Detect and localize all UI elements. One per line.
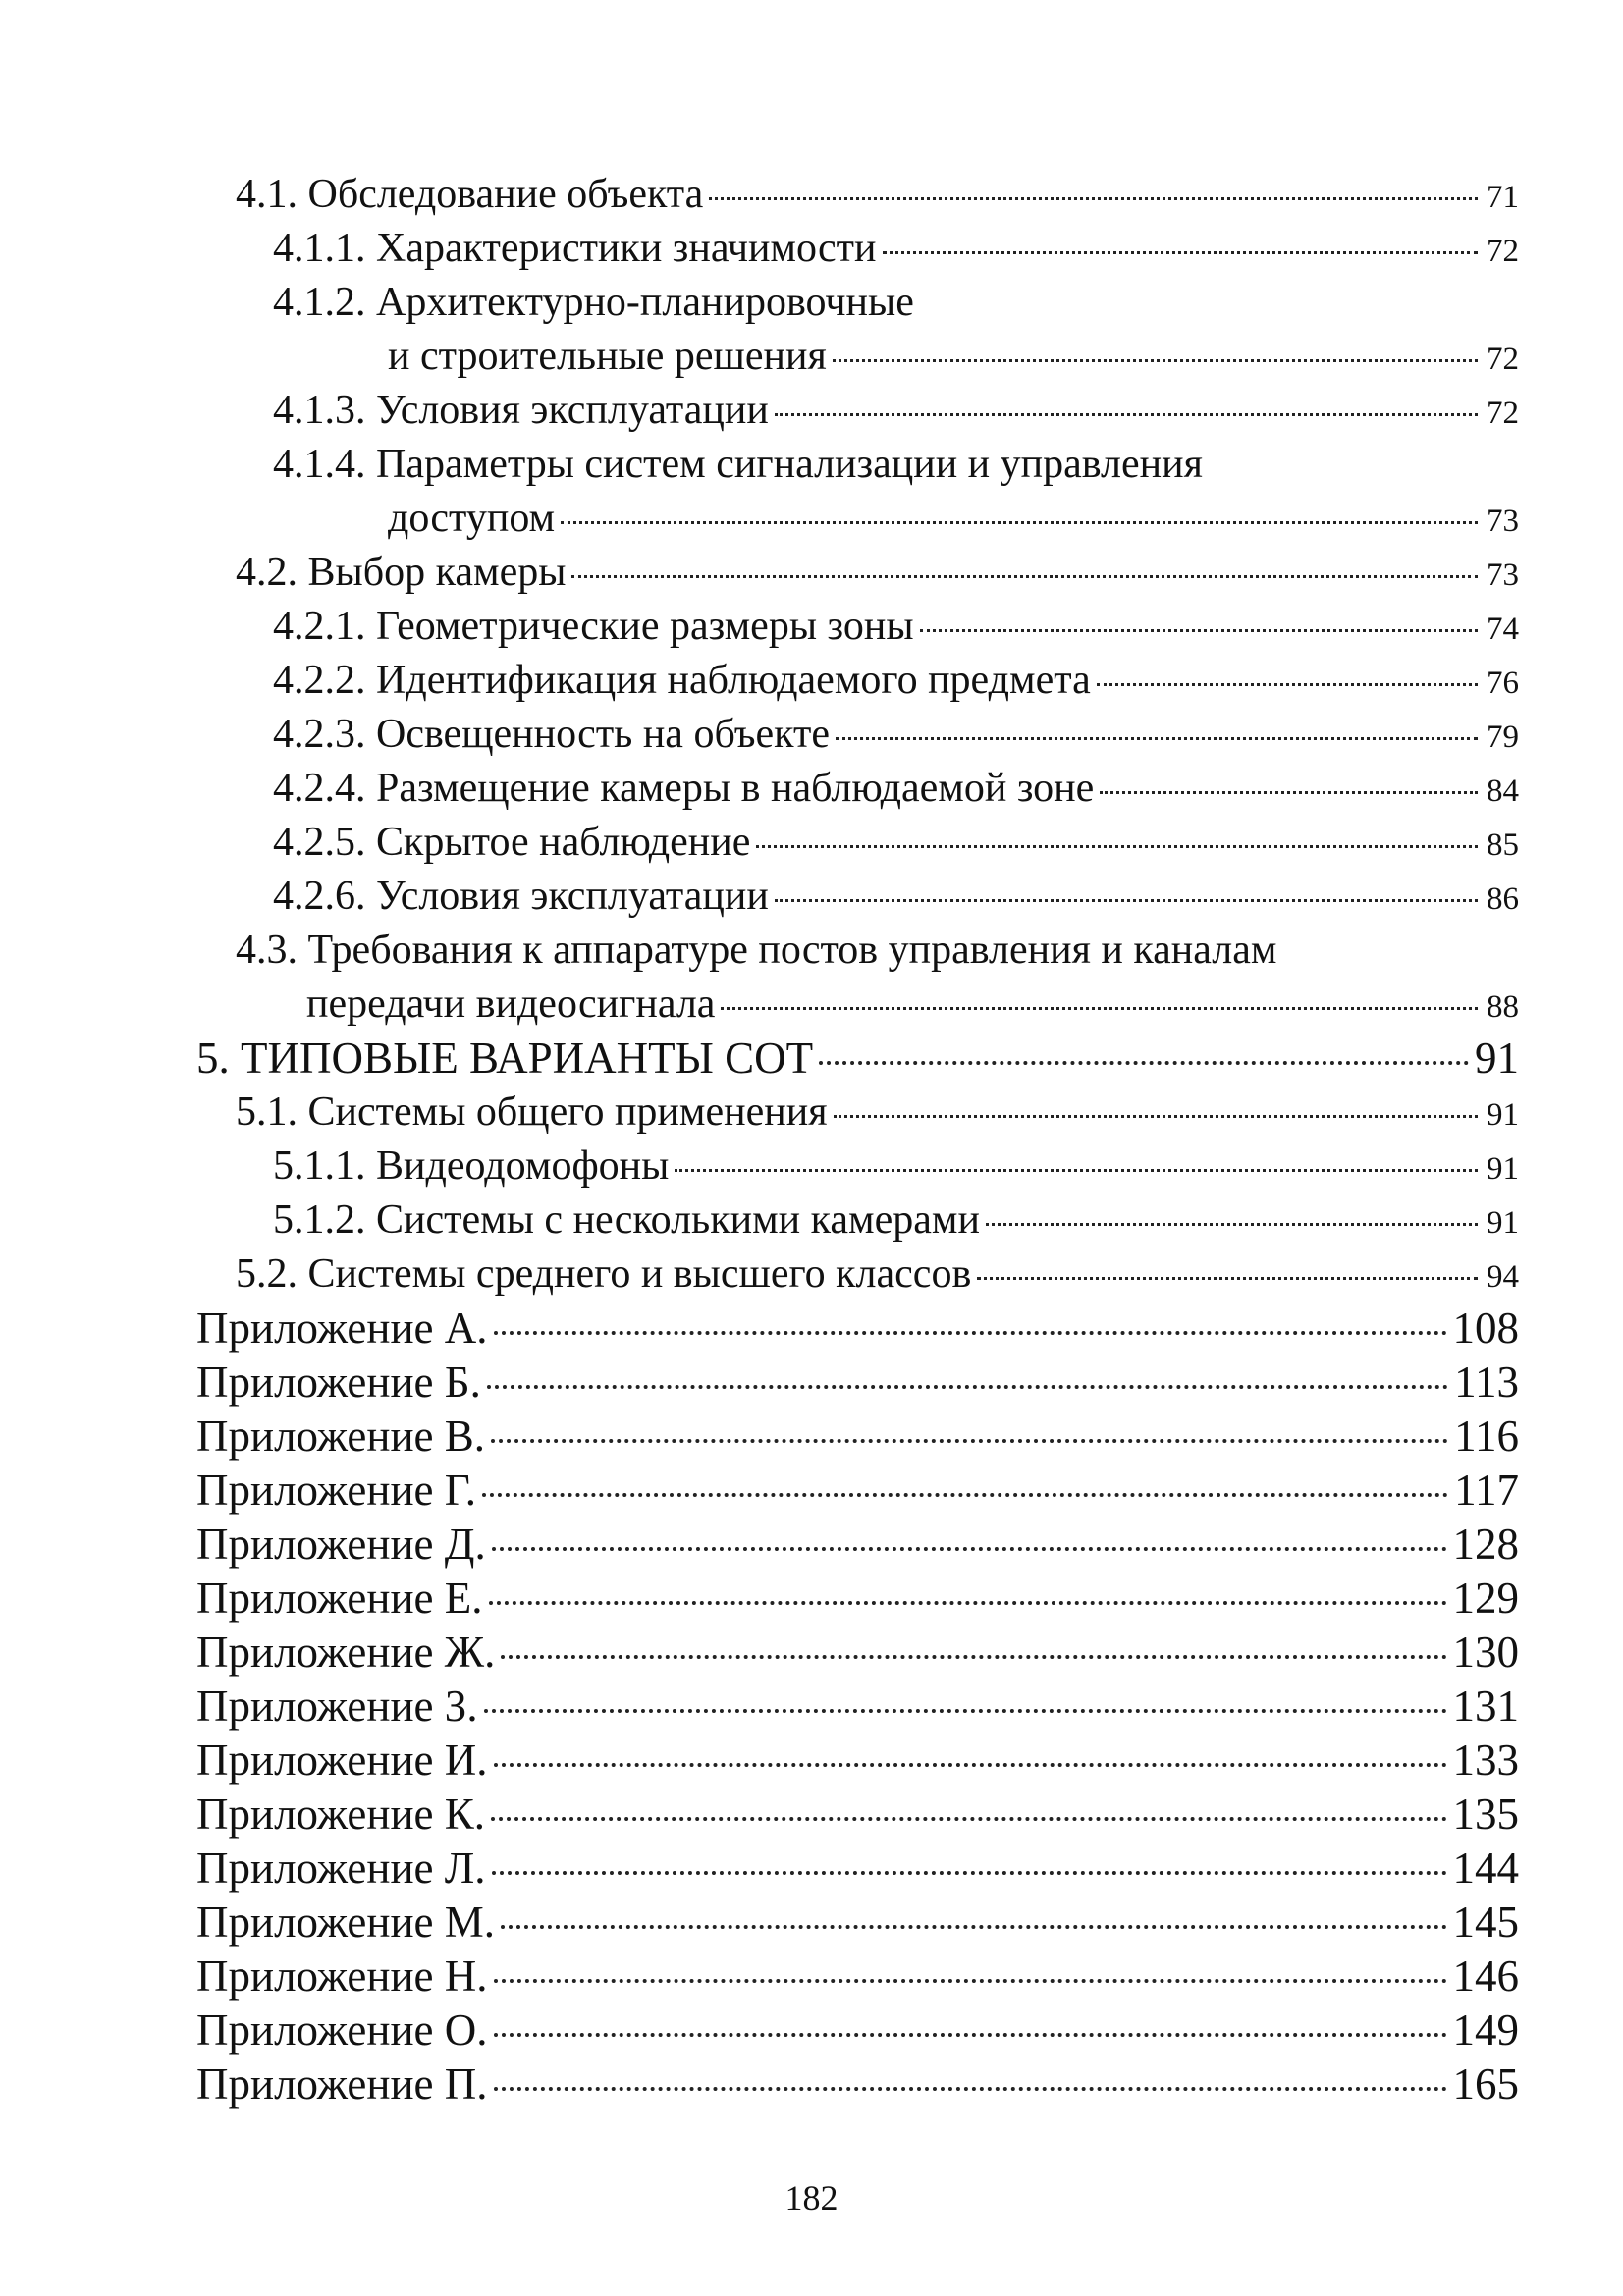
dot-leader — [833, 359, 1478, 362]
dot-leader — [501, 1655, 1446, 1659]
toc-entry-label: 5.1.1. Видеодомофоны — [273, 1144, 670, 1189]
toc-entry-label: доступом — [388, 496, 556, 541]
toc-entry[interactable] — [236, 167, 1519, 222]
toc-entry-page: 144 — [1452, 1843, 1519, 1893]
dot-leader — [986, 1223, 1478, 1226]
toc-entry[interactable] — [236, 545, 1519, 600]
toc-entry-page: 131 — [1452, 1682, 1519, 1731]
toc-appendix-entry[interactable] — [196, 1355, 1519, 1410]
toc-entry[interactable] — [236, 1085, 1519, 1140]
toc-entry-label: 4.3. Требования к аппаратуре постов управления и каналам — [236, 928, 1277, 973]
toc-appendix-entry[interactable] — [196, 1409, 1519, 1464]
toc-entry[interactable] — [236, 923, 1519, 978]
dot-leader — [492, 1547, 1447, 1551]
toc-entry-page: 149 — [1452, 2005, 1519, 2055]
toc-entry[interactable] — [273, 1193, 1519, 1248]
toc-entry-label: передачи видеосигнала — [306, 982, 716, 1027]
toc-entry-page: 84 — [1487, 774, 1519, 809]
toc-entry-page: 130 — [1452, 1628, 1519, 1677]
toc-appendix-entry[interactable] — [196, 1733, 1519, 1788]
toc-entry-page: 94 — [1487, 1259, 1519, 1295]
toc-entry-label: 5.1.2. Системы с несколькими камерами — [273, 1198, 980, 1243]
dot-leader — [494, 2033, 1447, 2037]
toc-appendix-entry[interactable] — [196, 1787, 1519, 1842]
toc-entry-label: Приложение Е. — [196, 1574, 483, 1623]
toc-entry-page: 116 — [1454, 1412, 1519, 1461]
toc-entry-page: 133 — [1452, 1735, 1519, 1785]
dot-leader — [561, 521, 1478, 524]
dot-leader — [491, 1817, 1446, 1821]
dot-leader — [883, 251, 1478, 254]
toc-entry[interactable] — [273, 815, 1519, 870]
toc-entry-label: Приложение Д. — [196, 1520, 486, 1569]
page-number: 182 — [784, 2178, 839, 2217]
toc-appendix-entry[interactable] — [196, 1517, 1519, 1572]
toc-appendix-entry[interactable] — [196, 1571, 1519, 1626]
dot-leader — [1100, 791, 1478, 794]
toc-entry[interactable] — [273, 653, 1519, 708]
toc-entry-label: Приложение П. — [196, 2059, 488, 2109]
dot-leader — [709, 197, 1478, 200]
toc-entry-page: 86 — [1487, 881, 1519, 917]
toc-entry-page: 74 — [1487, 612, 1519, 647]
toc-entry-page: 108 — [1452, 1304, 1519, 1353]
toc-entry-label: Приложение О. — [196, 2005, 488, 2055]
toc-entry-label: 4.1.4. Параметры систем сигнализации и управления — [273, 442, 1203, 487]
toc-entry-label: 4.2.3. Освещенность на объекте — [273, 712, 830, 757]
dot-leader — [775, 899, 1478, 902]
toc-entry-label: 4.2. Выбор камеры — [236, 550, 567, 595]
toc-entry-continuation[interactable] — [388, 491, 1519, 546]
dot-leader — [834, 1115, 1478, 1118]
toc-entry-label: Приложение З. — [196, 1682, 478, 1731]
toc-entry-label: Приложение А. — [196, 1304, 488, 1353]
toc-appendix-entry[interactable] — [196, 1949, 1519, 2003]
toc-entry-label: 5.2. Системы среднего и высшего классов — [236, 1252, 972, 1297]
dot-leader — [571, 575, 1478, 578]
toc-entry-page: 76 — [1487, 666, 1519, 701]
dot-leader — [977, 1277, 1478, 1280]
toc-entry-page: 72 — [1487, 396, 1519, 431]
toc-entry-continuation[interactable] — [388, 329, 1519, 384]
toc-entry-page: 79 — [1487, 720, 1519, 755]
dot-leader — [489, 1601, 1447, 1605]
toc-entry-label: 4.2.4. Размещение камеры в наблюдаемой зоне — [273, 766, 1095, 811]
toc-entry-label: Приложение К. — [196, 1789, 486, 1839]
toc-entry-label: Приложение Л. — [196, 1843, 486, 1893]
toc-entry-page: 91 — [1487, 1205, 1519, 1241]
dot-leader — [491, 1439, 1448, 1443]
toc-entry-page: 91 — [1475, 1034, 1519, 1083]
toc-entry-label: 4.1.2. Архитектурно-планировочные — [273, 280, 914, 325]
toc-entry-label: 4.2.5. Скрытое наблюдение — [273, 820, 751, 865]
toc-entry-page: 145 — [1452, 1897, 1519, 1947]
toc-entry-page: 72 — [1487, 342, 1519, 377]
toc-appendix-entry[interactable] — [196, 2056, 1519, 2111]
toc-entry-label: Приложение И. — [196, 1735, 488, 1785]
toc-entry-label: Приложение В. — [196, 1412, 486, 1461]
toc-entry-page: 91 — [1487, 1151, 1519, 1187]
dot-leader — [494, 2087, 1447, 2091]
toc-entry-label: Приложение Н. — [196, 1951, 488, 2001]
toc-chapter-entry[interactable] — [196, 1031, 1519, 1086]
toc-entry[interactable] — [273, 869, 1519, 924]
toc-entry-page: 165 — [1452, 2059, 1519, 2109]
toc-entry-page: 73 — [1487, 504, 1519, 539]
toc-entry-label: Приложение Б. — [196, 1358, 481, 1407]
toc-entry-label: Приложение М. — [196, 1897, 496, 1947]
toc-entry-label: 4.2.1. Геометрические размеры зоны — [273, 604, 914, 649]
toc-entry-page: 129 — [1452, 1574, 1519, 1623]
toc-appendix-entry[interactable] — [196, 1301, 1519, 1356]
toc-entry-page: 72 — [1487, 234, 1519, 269]
toc-appendix-entry[interactable] — [196, 1679, 1519, 1734]
toc-appendix-entry[interactable] — [196, 1895, 1519, 1949]
toc-entry[interactable] — [273, 599, 1519, 654]
toc-entry-page: 117 — [1454, 1466, 1519, 1515]
toc-entry-label: 4.2.6. Условия эксплуатации — [273, 874, 769, 919]
toc-entry-page: 73 — [1487, 558, 1519, 593]
toc-entry-page: 146 — [1452, 1951, 1519, 2001]
toc-entry-label: 5.1. Системы общего применения — [236, 1090, 828, 1135]
toc-entry-page: 71 — [1487, 180, 1519, 215]
toc-appendix-entry[interactable] — [196, 1625, 1519, 1680]
dot-leader — [482, 1493, 1448, 1497]
dot-leader — [756, 845, 1478, 848]
toc-entry[interactable] — [273, 275, 1519, 330]
dot-leader — [775, 413, 1478, 416]
toc-entry-page: 88 — [1487, 989, 1519, 1025]
toc-entry-label: Приложение Г. — [196, 1466, 476, 1515]
toc-appendix-entry[interactable] — [196, 1463, 1519, 1518]
toc-entry-page: 113 — [1454, 1358, 1519, 1407]
dot-leader — [494, 1763, 1447, 1767]
toc-entry[interactable] — [273, 1139, 1519, 1194]
toc-entry-label: и строительные решения — [388, 334, 827, 379]
toc-entry[interactable] — [273, 437, 1519, 492]
toc-entry-label: 4.2.2. Идентификация наблюдаемого предмета — [273, 658, 1091, 703]
toc-entry-label: 4.1.3. Условия эксплуатации — [273, 388, 769, 433]
toc-entry[interactable] — [273, 221, 1519, 276]
toc-entry-continuation[interactable] — [306, 977, 1519, 1032]
toc-entry-label: 4.1.1. Характеристики значимости — [273, 226, 877, 271]
toc-appendix-entry[interactable] — [196, 1841, 1519, 1896]
toc-entry[interactable] — [273, 761, 1519, 816]
toc-entry[interactable] — [273, 707, 1519, 762]
toc-entry-page: 85 — [1487, 828, 1519, 863]
dot-leader — [721, 1007, 1478, 1010]
dot-leader — [675, 1169, 1478, 1172]
toc-entry-page: 128 — [1452, 1520, 1519, 1569]
toc-entry[interactable] — [273, 383, 1519, 438]
toc-entry[interactable] — [236, 1247, 1519, 1302]
dot-leader — [492, 1871, 1447, 1875]
dot-leader — [920, 629, 1478, 632]
toc-entry-label: 5. ТИПОВЫЕ ВАРИАНТЫ СОТ — [196, 1034, 814, 1083]
dot-leader — [1097, 683, 1478, 686]
dot-leader — [484, 1709, 1447, 1713]
dot-leader — [501, 1925, 1446, 1929]
dot-leader — [494, 1331, 1447, 1335]
dot-leader — [836, 737, 1478, 740]
dot-leader — [487, 1385, 1448, 1389]
toc-entry-page: 135 — [1452, 1789, 1519, 1839]
toc-appendix-entry[interactable] — [196, 2002, 1519, 2057]
toc-entry-page: 91 — [1487, 1097, 1519, 1133]
toc-entry-label: Приложение Ж. — [196, 1628, 496, 1677]
dot-leader — [819, 1061, 1469, 1065]
toc-entry-label: 4.1. Обследование объекта — [236, 172, 704, 217]
dot-leader — [494, 1979, 1447, 1983]
